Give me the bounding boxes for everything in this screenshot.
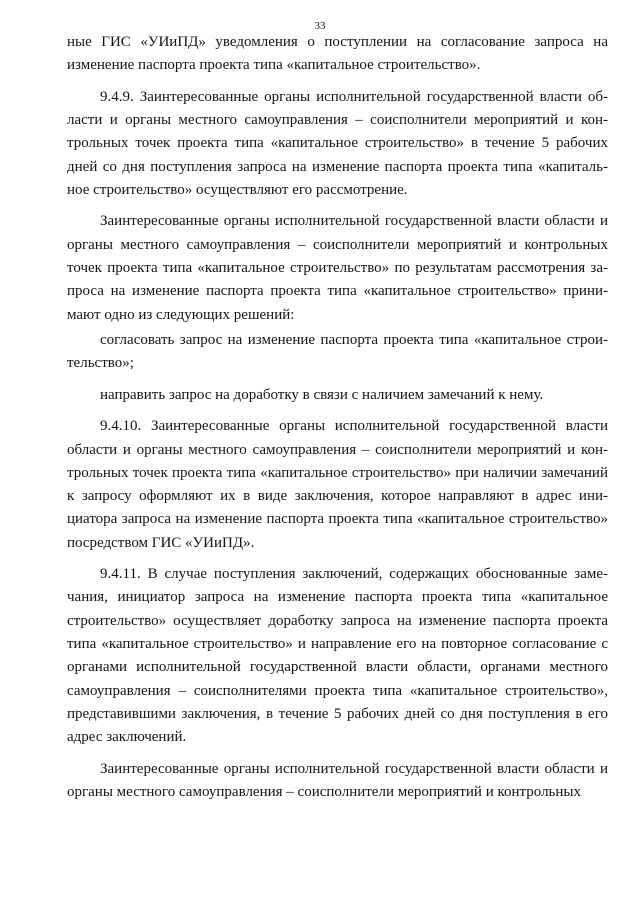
paragraph-9-4-9: 9.4.9. Заинтересованные органы исполнительной государственной власти области и органы местного самоуправления – соисполнители мероприятий и контрольных точек проекта типа «капитальное строительство» в течение 5 рабочих дней со дня поступления запроса на изменение паспорта проекта типа «капитальное строительство» осуществляют его рассмотрение. <box>67 88 608 198</box>
page-number: 33 <box>314 20 326 32</box>
paragraph-decisions-intro: Заинтересованные органы исполнительной государственной власти области и органы местного самоуправления – соисполнители мероприятий и контрольных точек проекта типа «капитальное строительство» по результатам рассмотрения запроса на изменение паспорта проекта типа «капитальное строительство» принимают одно из следующих решений: <box>67 213 608 323</box>
paragraph-9-4-10: 9.4.10. Заинтересованные органы исполнительной государственной власти области и органы местного самоуправления – соисполнители мероприятий и контрольных точек проекта типа «капитальное строительство» при наличии замечаний к запросу оформляют их в виде заключения, которое направляют в адрес инициатора запроса на изменение паспорта проекта типа «капитальное строительство» посредством ГИС «УИиПД». <box>67 418 608 551</box>
paragraph-continuation: ные ГИС «УИиПД» уведомления о поступлении на согласование запроса на изменение паспорта проекта типа «капитальное строительство». <box>67 34 608 74</box>
paragraph-option-approve: согласовать запрос на изменение паспорта проекта типа «капитальное строительство»; <box>67 331 608 372</box>
paragraph-9-4-11: 9.4.11. В случае поступления заключений, содержащих обоснованные замечания, инициатор запроса на изменение паспорта проекта типа «капитальное строительство» осуществляет доработку запроса на изменение паспорта проекта типа «капитальное строительство» и направление его на повторное согласование с органами исполнительной государственной власти области, органами местного самоуправления – соисполнителями проекта типа «капитальное строительство», представившими заключения, в течение 5 рабочих дней со дня поступления в его адрес заключений. <box>67 566 608 746</box>
paragraph-final: Заинтересованные органы исполнительной государственной власти области и органы местного самоуправления – соисполнители мероприятий и контрольных <box>67 760 608 801</box>
document-body <box>67 31 608 813</box>
paragraph-option-return: направить запрос на доработку в связи с наличием замечаний к нему. <box>100 386 544 403</box>
